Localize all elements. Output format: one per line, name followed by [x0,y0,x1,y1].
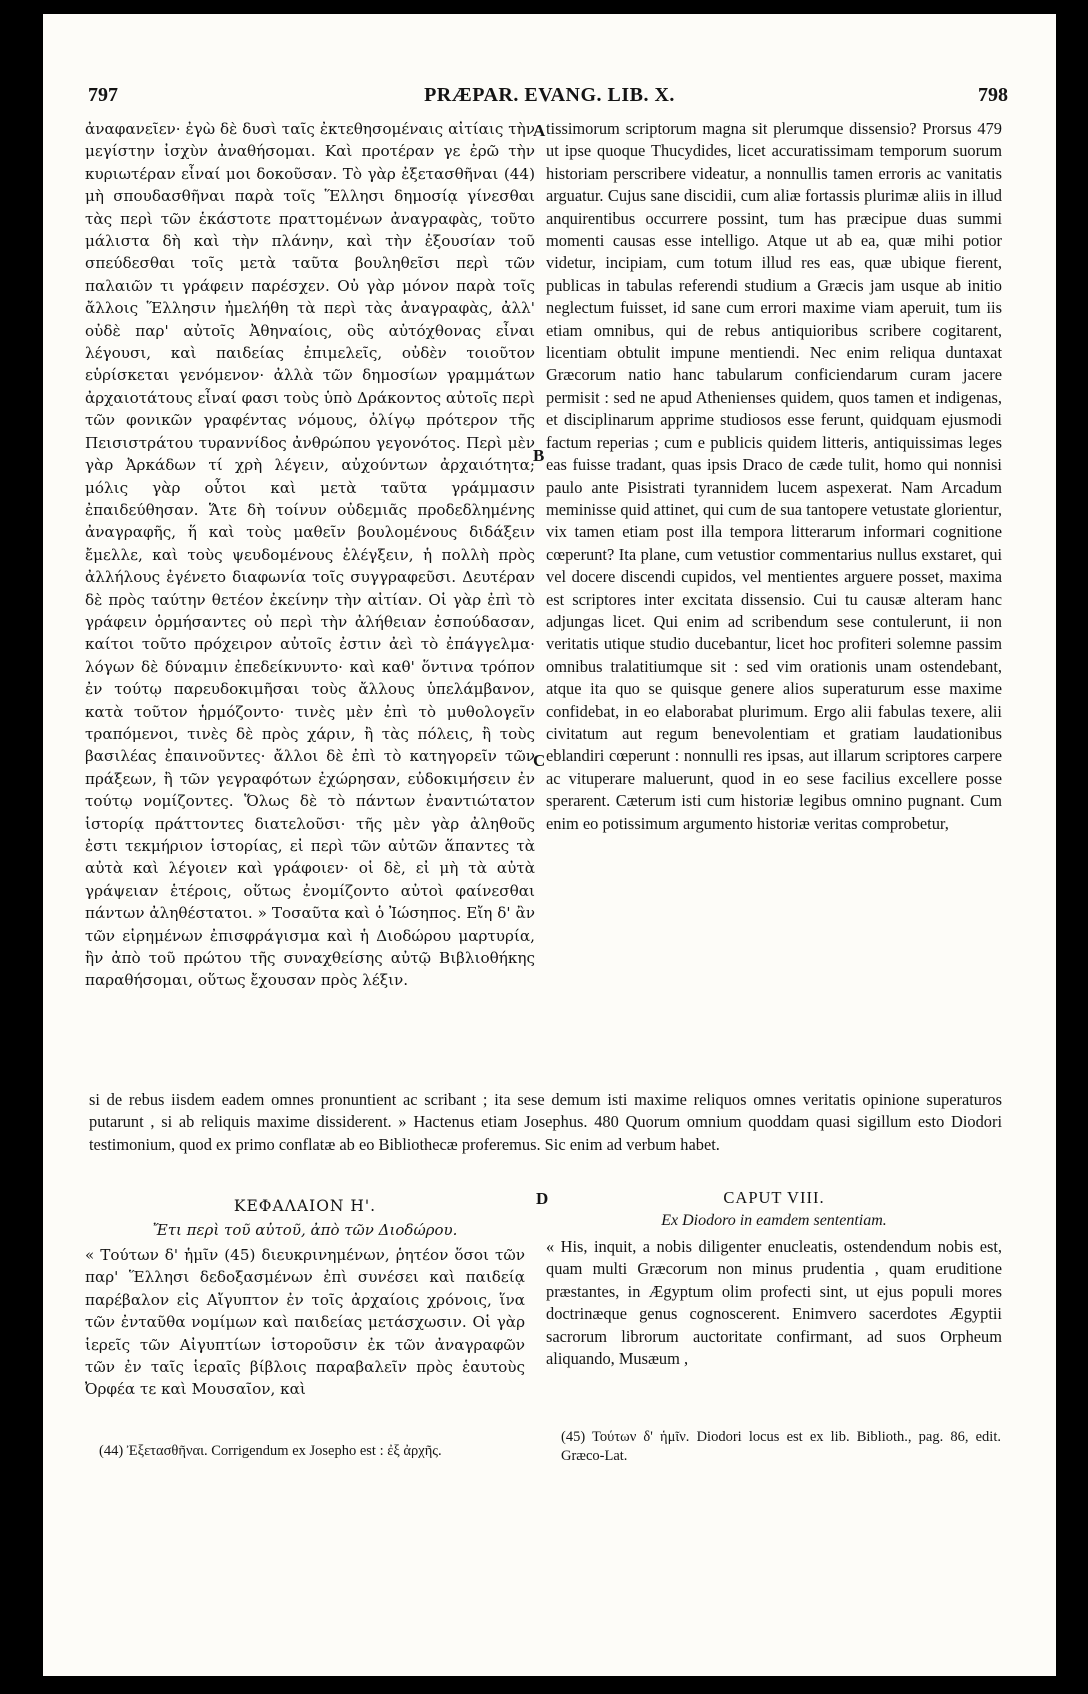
latin-column [546,118,1002,1182]
chapter-subtitle-latin: Ex Diodoro in eamdem sententiam. [661,1212,887,1229]
latin-continuation-text: si de rebus iisdem eadem omnes pronuntient ac scribant ; ita sese demum isti maxime reliquos omnes veritatis opinione superaturos putarunt , si ab reliquis maxime dissiderent. » Hactenus etiam Josephus. 480 Quorum omnium quoddam quasi sigillum esto Diodori testimonium, quod ex primo conflatæ ab eo Bibliothecæ proferemus. Sic enim ad verbum habet. [89,1090,1002,1154]
page-number-right: 798 [978,84,1008,106]
chapter-title-latin: CAPUT VIII. [723,1188,825,1207]
chapter-title-greek: ΚΕΦΑΛΑΙΟΝ Η'. [233,1197,377,1215]
margin-marker-d: D [536,1189,549,1208]
greek-chapter-text: « Τούτων δ' ἡμῖν (45) διευκρινημένων, ῥητέον ὅσοι τῶν παρ' Ἕλλησι δεδοξασμένων ἐπὶ συνέσει καὶ παιδείᾳ παρέβαλον εἰς Αἴγυπτον ἐν τοῖς ἀρχαίοις χρόνοις, ἵνα τῶν ἐνταῦθα νομίμων καὶ παιδείας μετάσχωσιν. Οἱ γὰρ ἱερεῖς τῶν Αἰγυπτίων ἱστοροῦσιν ἐκ τῶν ἀναγραφῶν τῶν ἐν ταῖς ἱεραῖς βίβλοις παραβαλεῖν πρὸς ἑαυτοὺς Ὀρφέα τε καὶ Μουσαῖον, καὶ [85,1246,525,1399]
latin-text: tissimorum scriptorum magna sit plerumque dissensio? Prorsus 479 ut ipse quoque Thucydides, licet accuratissimam temporum suorum historiam perscribere videatur, a nonnullis tamen erroris ac vanitatis arguatur. Cujus sane discidii, cum aliæ fortassis plurimæ aliis in illud anquirentibus occurrere possint, tum has præcipue duas summi momenti causas esse intelligo. Atque ut ab ea, quæ mihi potior videtur, incipiam, cum totum illud res eas, quæ ubique fierent, publicas in tabulas referendi studium a Græcis jam usque ab initio neglectum fuisset, id sane cum errori maxime viam aperuit, tum iis etiam omnibus, qui de rebus antiquioribus scribere cogitarent, licentiam obtulit impune mentiendi. Nec enim reliqua duntaxat Græcorum natio hanc tabularum conficiendarum curam jacere permisit : sed ne apud Athenienses quidem, quos tamen et indigenas, et disciplinarum apprime studiosos esse ferunt, quidquam ejusmodi factum reperias ; cum e publicis quidem litteris, antiquissimas leges eas fuisse tradant, quas ipsis Draco de cæde tulit, homo qui nonnisi paulo ante Pisistrati tyrannidem lucem aspexerat. Nam Arcadum meminisse quid attinet, qui cum de sua tantopere vetustate glorientur, vix tamen etiam post illa tempora litterarum informari cognitione cœperunt? Ita plane, cum vetustior commentarius nullus exstaret, qui vel docere discendi cupidos, vel mentientes arguere posset, maxima est scriptores inter excitata dissensio. Cui tu causæ alteram hanc adjungas licet. Qui enim ad scribendum sese contulerunt, ii non veritatis utique studio ducebantur, licet hoc profiteri solemne passim omnibus tralatitiumque sit : sed vim orationis unam ostendebant, atque ita quo se quisque genere alios superaturum esse maxime confidebat, in eo elaborabat plurimum. Ergo alii fabulas texere, alii civitatum aut regum benevolentiam et gratiam laudationibus eblandiri cœperunt : nonnulli res ipsas, aut illarum scriptores carpere ac vituperare maluerunt, quod in eo sese facilius excellere posse sperarent. Cæterum isti cum historiæ legibus omnino pugnant. Cum enim eo potissimum argumento historiæ veritas comprobetur, [546,119,1002,833]
chapter-subtitle-greek: Ἔτι περὶ τοῦ αὐτοῦ, ἀπὸ τῶν Διοδώρου. [152,1221,458,1239]
margin-marker-a: A [533,121,546,140]
greek-chapter-column [85,1244,525,1432]
running-header [43,84,1056,118]
page-number-left: 797 [88,84,118,106]
book-page [43,14,1056,1676]
greek-column [85,118,535,1182]
latin-chapter-text: « His, inquit, a nobis diligenter enucleatis, ostendendum nobis est, quam multi Græcorum non minus prudentia , quam eruditione præstantes, in Ægyptum olim profecti sint, ut ejus populi mores doctrinæque genus cognoscerent. Enimvero sacerdotes Ægyptii sacrorum librorum auctoritate confirmant, ad suos Orpheum aliquando, Musæum , [546,1237,1002,1369]
margin-marker-c: C [533,751,546,770]
latin-chapter-column [546,1236,1002,1412]
margin-marker-b: B [533,446,545,465]
running-title: PRÆPAR. EVANG. LIB. X. [424,84,675,106]
footnote-right: (45) Τούτων δ' ἡμῖν. Diodori locus est ex lib. Biblioth., pag. 86, edit. Græco-Lat. [561,1429,1001,1464]
greek-text: ἀναφανεῖεν· ἐγὼ δὲ δυσὶ ταῖς ἐκτεθησομέναις αἰτίαις τὴν μεγίστην ἰσχὺν ἀναθήσομαι. Καὶ προτέραν γε ἐρῶ τὴν κυριωτέραν εἶναί μοι δοκοῦσαν. Τὸ γὰρ ἐξετασθῆναι (44) μὴ σπουδασθῆναι παρὰ τοῖς Ἕλλησι δημοσίᾳ γίνεσθαι τὰς περὶ τῶν ἑκάστοτε πραττομένων ἀναγραφὰς, τοῦτο μάλιστα δὴ καὶ τὴν πλάνην, καὶ τὴν ἐξουσίαν τοῦ σπεύδεσθαι τοῖς μετὰ ταῦτα βουληθεῖσι περὶ τῶν παλαιῶν τι γράφειν παρέσχεν. Οὐ γὰρ μόνον παρὰ τοῖς ἄλλοις Ἕλλησιν ἠμελήθη τὰ περὶ τὰς ἀναγραφὰς, ἀλλ' οὐδὲ παρ' αὐτοῖς Ἀθηναίοις, οὓς αὐτόχθονας εἶναι λέγουσι, καὶ παιδείας ἐπιμελεῖς, οὐδὲν τοιοῦτον εὑρίσκεται γενόμενον· ἀλλὰ τῶν δημοσίων γραμμάτων ἀρχαιοτάτους εἶναί φασι τοὺς ὑπὸ Δράκοντος αὐτοῖς περὶ τῶν φονικῶν γραφέντας νόμους, ὀλίγῳ πρότερον τῆς Πεισιστράτου τυραννίδος ἀνθρώπου γεγονότος. Περὶ μὲν γὰρ Ἀρκάδων τί χρὴ λέγειν, αὐχούντων ἀρχαιότητα; μόλις γὰρ οὗτοι καὶ μετὰ ταῦτα γράμμασιν ἐπαιδεύθησαν. Ἅτε δὴ τοίνυν οὐδεμιᾶς προδεδλημένης ἀναγραφῆς, ἥ καὶ τοὺς μαθεῖν βουλομένους διδάξειν ἔμελλε, καὶ τοὺς ψευδομένους ἐλέγξειν, ἡ πολλὴ πρὸς ἀλλήλους ἐγένετο διαφωνία τοῖς συγγραφεῦσι. Δευτέραν δὲ πρὸς ταύτην θετέον ἐκείνην τὴν αἰτίαν. Οἱ γὰρ ἐπὶ τὸ γράφειν ὁρμήσαντες οὐ περὶ τὴν ἀλήθειαν ἐσπούδασαν, καίτοι τοῦτο πρόχειρον αὐτοῖς ἐστιν ἀεὶ τὸ ἐπάγγελμα· λόγων δὲ δύναμιν ἐπεδείκνυντο· καὶ καθ' ὅντινα τρόπον ἐν τούτῳ παρευδοκιμῆσαι τοὺς ἄλλους ὑπελάμβανον, κατὰ τοῦτον ἡρμόζοντο· τινὲς μὲν ἐπὶ τὸ μυθολογεῖν τραπόμενοι, τινὲς δὲ πρὸς χάριν, ἢ τὰς πόλεις, ἢ τοὺς βασιλέας ἐπαινοῦντες· ἄλλοι δὲ ἐπὶ τὸ κατηγορεῖν τῶν πράξεων, ἢ τῶν γεγραφότων ἐχώρησαν, εὐδοκιμήσειν ἐν τούτῳ νομίζοντες. Ὅλως δὲ τὸ πάντων ἐναντιώτατον ἱστορίᾳ πράττοντες διατελοῦσι· τῆς μὲν γὰρ ἀληθοῦς ἐστι τεκμήριον ἱστορίας, εἰ περὶ τῶν αὐτῶν ἅπαντες τὰ αὐτὰ καὶ λέγοιεν καὶ γράφοιεν· οἱ δὲ, εἰ μὴ τὰ αὐτὰ γράψειαν ἑτέροις, οὕτως ἐνομίζοντο αὐτοὶ φαίνεσθαι πάντων ἀληθέστατοι. » Τοσαῦτα καὶ ὁ Ἰώσηπος. Εἴη δ' ἂν τῶν εἰρημένων ἐπισφράγισμα καὶ ἡ Διοδώρου μαρτυρία, ἣν ἀπὸ τοῦ πρώτου τῆς συναχθείσης αὐτῷ Βιβλιοθήκης παραθήσομαι, οὕτως ἔχουσαν πρὸς λέξιν. [85,120,535,990]
latin-continuation [89,1089,1002,1179]
footnote-left: (44) Ἐξετασθῆναι. Corrigendum ex Josepho est : ἐξ ἀρχῆς. [99,1443,442,1459]
